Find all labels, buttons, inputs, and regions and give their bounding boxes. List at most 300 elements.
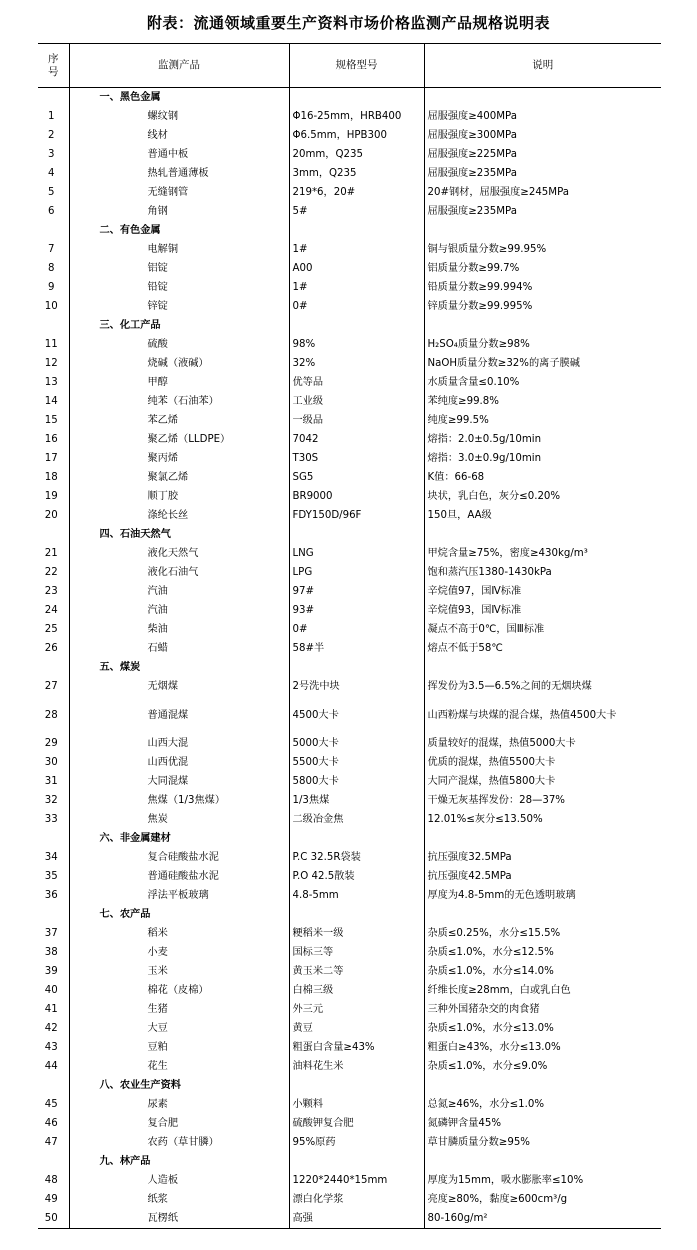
spec-model: P.O 42.5散装 [289, 867, 424, 886]
description: 熔指：3.0±0.9g/10min [424, 449, 661, 468]
product-name: 大同混煤 [69, 772, 289, 791]
description: 杂质≤1.0%，水分≤14.0% [424, 962, 661, 981]
table-row [38, 696, 661, 734]
product-name: 烧碱（液碱） [69, 354, 289, 373]
row-number: 32 [44, 795, 58, 806]
row-number: 14 [44, 396, 58, 407]
spec-model: 优等品 [289, 373, 424, 392]
category-desc-cell [424, 88, 661, 108]
table-row [38, 981, 661, 1000]
description: 纤维长度≥28mm，白或乳白色 [424, 981, 661, 1000]
description: 三种外国猪杂交的肉食猪 [424, 1000, 661, 1019]
spec-model: 32% [289, 354, 424, 373]
row-number: 29 [44, 738, 58, 749]
spec-model: 硫酸钾复合肥 [289, 1114, 424, 1133]
category-row [38, 658, 661, 677]
category-no-cell [38, 1152, 69, 1171]
category-label: 九、林产品 [69, 1152, 289, 1171]
description: 铜与银质量分数≥99.95% [424, 240, 661, 259]
table-row [38, 867, 661, 886]
row-number: 38 [44, 947, 58, 958]
spec-model: 5000大卡 [289, 734, 424, 753]
table-row [38, 544, 661, 563]
category-row [38, 221, 661, 240]
product-name: 棉花（皮棉） [69, 981, 289, 1000]
description: 12.01%≤灰分≤13.50% [424, 810, 661, 829]
category-no-cell [38, 905, 69, 924]
table-row [38, 126, 661, 145]
row-number: 16 [44, 434, 58, 445]
product-name: 石蜡 [69, 639, 289, 658]
category-desc-cell [424, 905, 661, 924]
product-name: 聚氯乙烯 [69, 468, 289, 487]
spec-model: 5800大卡 [289, 772, 424, 791]
spec-model: 二级冶金焦 [289, 810, 424, 829]
spec-model: 4.8-5mm [289, 886, 424, 905]
category-label: 三、化工产品 [69, 316, 289, 335]
spec-model: 7042 [289, 430, 424, 449]
category-row [38, 88, 661, 108]
table-row [38, 924, 661, 943]
table-row [38, 506, 661, 525]
description: 辛烷值97，国Ⅳ标准 [424, 582, 661, 601]
product-name: 角钢 [69, 202, 289, 221]
spec-model: 国标三等 [289, 943, 424, 962]
spec-model: 漂白化学浆 [289, 1190, 424, 1209]
table-row [38, 753, 661, 772]
spec-model: 黄豆 [289, 1019, 424, 1038]
category-spec-cell [289, 1076, 424, 1095]
table-row [38, 1057, 661, 1076]
category-no-cell [38, 829, 69, 848]
table-row [38, 411, 661, 430]
table-body [38, 88, 661, 1229]
description: 抗压强度42.5MPa [424, 867, 661, 886]
description: 甲烷含量≥75%，密度≥430kg/m³ [424, 544, 661, 563]
table-row [38, 772, 661, 791]
spec-model: 黄玉米二等 [289, 962, 424, 981]
product-name: 顺丁胶 [69, 487, 289, 506]
spec-model: 1/3焦煤 [289, 791, 424, 810]
product-name: 普通中板 [69, 145, 289, 164]
spec-model: 1# [289, 278, 424, 297]
row-number: 26 [44, 643, 58, 654]
product-name: 苯乙烯 [69, 411, 289, 430]
description: 80-160g/m² [424, 1209, 661, 1229]
product-name: 铅锭 [69, 278, 289, 297]
table-row [38, 297, 661, 316]
table-row [38, 1209, 661, 1229]
table-row [38, 202, 661, 221]
spec-model: 3mm，Q235 [289, 164, 424, 183]
product-name: 纸浆 [69, 1190, 289, 1209]
table-row [38, 164, 661, 183]
row-number: 49 [44, 1194, 58, 1205]
description: 辛烷值93，国Ⅳ标准 [424, 601, 661, 620]
description: 熔点不低于58℃ [424, 639, 661, 658]
description: 锌质量分数≥99.995% [424, 297, 661, 316]
table-row [38, 107, 661, 126]
product-name: 液化天然气 [69, 544, 289, 563]
row-number: 24 [44, 605, 58, 616]
category-spec-cell [289, 525, 424, 544]
row-number: 42 [44, 1023, 58, 1034]
spec-model: 小颗料 [289, 1095, 424, 1114]
spec-model: 219*6，20# [289, 183, 424, 202]
spec-model: 粗蛋白含量≥43% [289, 1038, 424, 1057]
row-number: 46 [44, 1118, 58, 1129]
spec-model: 2号洗中块 [289, 677, 424, 696]
table-row [38, 848, 661, 867]
row-number: 34 [44, 852, 58, 863]
description: 总氮≥46%，水分≤1.0% [424, 1095, 661, 1114]
table-row [38, 810, 661, 829]
product-name: 大豆 [69, 1019, 289, 1038]
category-label: 五、煤炭 [69, 658, 289, 677]
category-desc-cell [424, 1076, 661, 1095]
description: K值：66-68 [424, 468, 661, 487]
table-row [38, 563, 661, 582]
description: H₂SO₄质量分数≥98% [424, 335, 661, 354]
product-name: 螺纹钢 [69, 107, 289, 126]
product-name: 焦炭 [69, 810, 289, 829]
category-label: 四、石油天然气 [69, 525, 289, 544]
table-row [38, 278, 661, 297]
spec-model: 工业级 [289, 392, 424, 411]
product-name: 聚乙烯（LLDPE） [69, 430, 289, 449]
table-row [38, 1190, 661, 1209]
row-number: 44 [44, 1061, 58, 1072]
category-label: 二、有色金属 [69, 221, 289, 240]
row-number: 17 [44, 453, 58, 464]
row-number: 39 [44, 966, 58, 977]
product-name: 山西大混 [69, 734, 289, 753]
product-name: 汽油 [69, 582, 289, 601]
table-header [38, 44, 661, 88]
description: 杂质≤1.0%，水分≤9.0% [424, 1057, 661, 1076]
product-name: 浮法平板玻璃 [69, 886, 289, 905]
row-number: 48 [44, 1175, 58, 1186]
table-row [38, 259, 661, 278]
product-name: 豆粕 [69, 1038, 289, 1057]
category-no-cell [38, 658, 69, 677]
product-name: 无缝钢管 [69, 183, 289, 202]
category-spec-cell [289, 829, 424, 848]
description: 山西粉煤与块煤的混合煤，热值4500大卡 [424, 696, 661, 734]
spec-model: 1220*2440*15mm [289, 1171, 424, 1190]
table-row [38, 734, 661, 753]
table-row [38, 1038, 661, 1057]
spec-model: 58#半 [289, 639, 424, 658]
spec-model: 一级品 [289, 411, 424, 430]
spec-model: 0# [289, 620, 424, 639]
spec-model: LNG [289, 544, 424, 563]
table-row [38, 886, 661, 905]
table-row [38, 354, 661, 373]
spec-model: SG5 [289, 468, 424, 487]
table-row [38, 639, 661, 658]
description: 挥发份为3.5—6.5%之间的无烟块煤 [424, 677, 661, 696]
row-number: 22 [44, 567, 58, 578]
description: 大同产混煤，热值5800大卡 [424, 772, 661, 791]
category-spec-cell [289, 1152, 424, 1171]
description: 杂质≤1.0%，水分≤12.5% [424, 943, 661, 962]
row-number: 27 [44, 681, 58, 692]
row-number: 2 [48, 130, 55, 141]
category-no-cell [38, 525, 69, 544]
product-name: 锌锭 [69, 297, 289, 316]
table-row [38, 183, 661, 202]
row-number: 6 [48, 206, 55, 217]
category-label: 一、黑色金属 [69, 88, 289, 108]
row-number: 25 [44, 624, 58, 635]
table-row [38, 468, 661, 487]
row-number: 47 [44, 1137, 58, 1148]
row-number: 36 [44, 890, 58, 901]
category-no-cell [38, 221, 69, 240]
header-no [38, 44, 69, 88]
category-no-cell [38, 88, 69, 108]
product-name: 铝锭 [69, 259, 289, 278]
description: 粗蛋白≥43%，水分≤13.0% [424, 1038, 661, 1057]
row-number: 1 [48, 111, 55, 122]
product-name: 汽油 [69, 601, 289, 620]
product-name: 液化石油气 [69, 563, 289, 582]
product-name: 瓦楞纸 [69, 1209, 289, 1229]
category-label: 八、农业生产资料 [69, 1076, 289, 1095]
category-row [38, 1076, 661, 1095]
category-desc-cell [424, 1152, 661, 1171]
description: 纯度≥99.5% [424, 411, 661, 430]
category-row [38, 316, 661, 335]
row-number: 21 [44, 548, 58, 559]
row-number: 28 [44, 709, 58, 721]
product-name: 热轧普通薄板 [69, 164, 289, 183]
row-number: 3 [48, 149, 55, 160]
category-row [38, 525, 661, 544]
table-row [38, 1000, 661, 1019]
category-desc-cell [424, 829, 661, 848]
table-row [38, 677, 661, 696]
spec-model: 98% [289, 335, 424, 354]
category-spec-cell [289, 88, 424, 108]
category-desc-cell [424, 525, 661, 544]
spec-model: 油料花生米 [289, 1057, 424, 1076]
spec-model: 97# [289, 582, 424, 601]
table-row [38, 943, 661, 962]
spec-model: P.C 32.5R袋装 [289, 848, 424, 867]
table-row [38, 335, 661, 354]
product-name: 电解铜 [69, 240, 289, 259]
table-row [38, 1019, 661, 1038]
spec-model: BR9000 [289, 487, 424, 506]
table-row [38, 620, 661, 639]
spec-model: Φ16-25mm，HRB400 [289, 107, 424, 126]
table-row [38, 373, 661, 392]
product-name: 焦煤（1/3焦煤） [69, 791, 289, 810]
spec-model: A00 [289, 259, 424, 278]
row-number: 41 [44, 1004, 58, 1015]
row-number: 13 [44, 377, 58, 388]
spec-model: 1# [289, 240, 424, 259]
category-spec-cell [289, 221, 424, 240]
row-number: 18 [44, 472, 58, 483]
product-name: 普通混煤 [69, 696, 289, 734]
header-no-label: 序号 [48, 52, 59, 78]
description: 杂质≤0.25%，水分≤15.5% [424, 924, 661, 943]
table-row [38, 791, 661, 810]
product-name: 复合硅酸盐水泥 [69, 848, 289, 867]
product-name: 线材 [69, 126, 289, 145]
spec-model: 93# [289, 601, 424, 620]
spec-table [38, 43, 661, 1229]
table-row [38, 1133, 661, 1152]
description: 厚度为4.8-5mm的无色透明玻璃 [424, 886, 661, 905]
description: 屈服强度≥400MPa [424, 107, 661, 126]
description: NaOH质量分数≥32%的离子膜碱 [424, 354, 661, 373]
description: 厚度为15mm，吸水膨胀率≤10% [424, 1171, 661, 1190]
header-desc: 说明 [424, 44, 661, 88]
row-number: 10 [44, 301, 58, 312]
table-row [38, 240, 661, 259]
row-number: 35 [44, 871, 58, 882]
description: 饱和蒸汽压1380-1430kPa [424, 563, 661, 582]
row-number: 33 [44, 814, 58, 825]
product-name: 柴油 [69, 620, 289, 639]
category-row [38, 1152, 661, 1171]
row-number: 12 [44, 358, 58, 369]
product-name: 生猪 [69, 1000, 289, 1019]
table-row [38, 449, 661, 468]
category-desc-cell [424, 221, 661, 240]
description: 质量较好的混煤，热值5000大卡 [424, 734, 661, 753]
spec-model: 95%原药 [289, 1133, 424, 1152]
description: 20#钢材，屈服强度≥245MPa [424, 183, 661, 202]
description: 亮度≥80%，黏度≥600cm³/g [424, 1190, 661, 1209]
row-number: 5 [48, 187, 55, 198]
row-number: 30 [44, 757, 58, 768]
product-name: 涤纶长丝 [69, 506, 289, 525]
product-name: 无烟煤 [69, 677, 289, 696]
spec-model: 外三元 [289, 1000, 424, 1019]
product-name: 农药（草甘膦） [69, 1133, 289, 1152]
description: 块状，乳白色，灰分≤0.20% [424, 487, 661, 506]
row-number: 23 [44, 586, 58, 597]
spec-model: Φ6.5mm，HPB300 [289, 126, 424, 145]
row-number: 15 [44, 415, 58, 426]
description: 屈服强度≥235MPa [424, 202, 661, 221]
description: 草甘膦质量分数≥95% [424, 1133, 661, 1152]
spec-model: 4500大卡 [289, 696, 424, 734]
description: 氮磷钾含量45% [424, 1114, 661, 1133]
category-spec-cell [289, 316, 424, 335]
spec-model: LPG [289, 563, 424, 582]
row-number: 50 [38, 1209, 69, 1229]
spec-model: 5500大卡 [289, 753, 424, 772]
row-number: 40 [44, 985, 58, 996]
spec-model: 粳稻米一级 [289, 924, 424, 943]
spec-model: T30S [289, 449, 424, 468]
description: 苯纯度≥99.8% [424, 392, 661, 411]
description: 优质的混煤，热值5500大卡 [424, 753, 661, 772]
row-number: 19 [44, 491, 58, 502]
category-spec-cell [289, 658, 424, 677]
table-row [38, 487, 661, 506]
spec-model: 5# [289, 202, 424, 221]
table-row [38, 582, 661, 601]
table-row [38, 1095, 661, 1114]
row-number: 45 [44, 1099, 58, 1110]
table-row [38, 962, 661, 981]
table-row [38, 145, 661, 164]
row-number: 20 [44, 510, 58, 521]
description: 150旦，AA级 [424, 506, 661, 525]
spec-model: 0# [289, 297, 424, 316]
table-row [38, 1171, 661, 1190]
category-row [38, 829, 661, 848]
product-name: 硫酸 [69, 335, 289, 354]
product-name: 普通硅酸盐水泥 [69, 867, 289, 886]
product-name: 人造板 [69, 1171, 289, 1190]
product-name: 聚丙烯 [69, 449, 289, 468]
description: 屈服强度≥225MPa [424, 145, 661, 164]
product-name: 甲醇 [69, 373, 289, 392]
product-name: 花生 [69, 1057, 289, 1076]
product-name: 山西优混 [69, 753, 289, 772]
row-number: 31 [44, 776, 58, 787]
product-name: 复合肥 [69, 1114, 289, 1133]
row-number: 43 [44, 1042, 58, 1053]
row-number: 4 [48, 168, 55, 179]
description: 熔指：2.0±0.5g/10min [424, 430, 661, 449]
category-row [38, 905, 661, 924]
category-spec-cell [289, 905, 424, 924]
product-name: 纯苯（石油苯） [69, 392, 289, 411]
spec-model: 高强 [289, 1209, 424, 1229]
spec-model: 20mm，Q235 [289, 145, 424, 164]
category-no-cell [38, 1076, 69, 1095]
row-number: 11 [44, 339, 58, 350]
description: 水质量含量≤0.10% [424, 373, 661, 392]
spec-model: 白棉三级 [289, 981, 424, 1000]
description: 杂质≤1.0%，水分≤13.0% [424, 1019, 661, 1038]
row-number: 37 [44, 928, 58, 939]
spec-model: FDY150D/96F [289, 506, 424, 525]
description: 铝质量分数≥99.7% [424, 259, 661, 278]
page-title: 附表：流通领域重要生产资料市场价格监测产品规格说明表 [146, 14, 550, 32]
description: 抗压强度32.5MPa [424, 848, 661, 867]
category-desc-cell [424, 316, 661, 335]
description: 屈服强度≥235MPa [424, 164, 661, 183]
product-name: 玉米 [69, 962, 289, 981]
row-number: 9 [48, 282, 55, 293]
product-name: 稻米 [69, 924, 289, 943]
category-desc-cell [424, 658, 661, 677]
header-product: 监测产品 [69, 44, 289, 88]
description: 干燥无灰基挥发份：28—37% [424, 791, 661, 810]
category-label: 七、农产品 [69, 905, 289, 924]
product-name: 小麦 [69, 943, 289, 962]
description: 凝点不高于0℃，国Ⅲ标准 [424, 620, 661, 639]
table-row [38, 601, 661, 620]
table-row [38, 1114, 661, 1133]
table-row [38, 430, 661, 449]
description: 铅质量分数≥99.994% [424, 278, 661, 297]
row-number: 7 [48, 244, 55, 255]
category-no-cell [38, 316, 69, 335]
description: 屈服强度≥300MPa [424, 126, 661, 145]
product-name: 尿素 [69, 1095, 289, 1114]
